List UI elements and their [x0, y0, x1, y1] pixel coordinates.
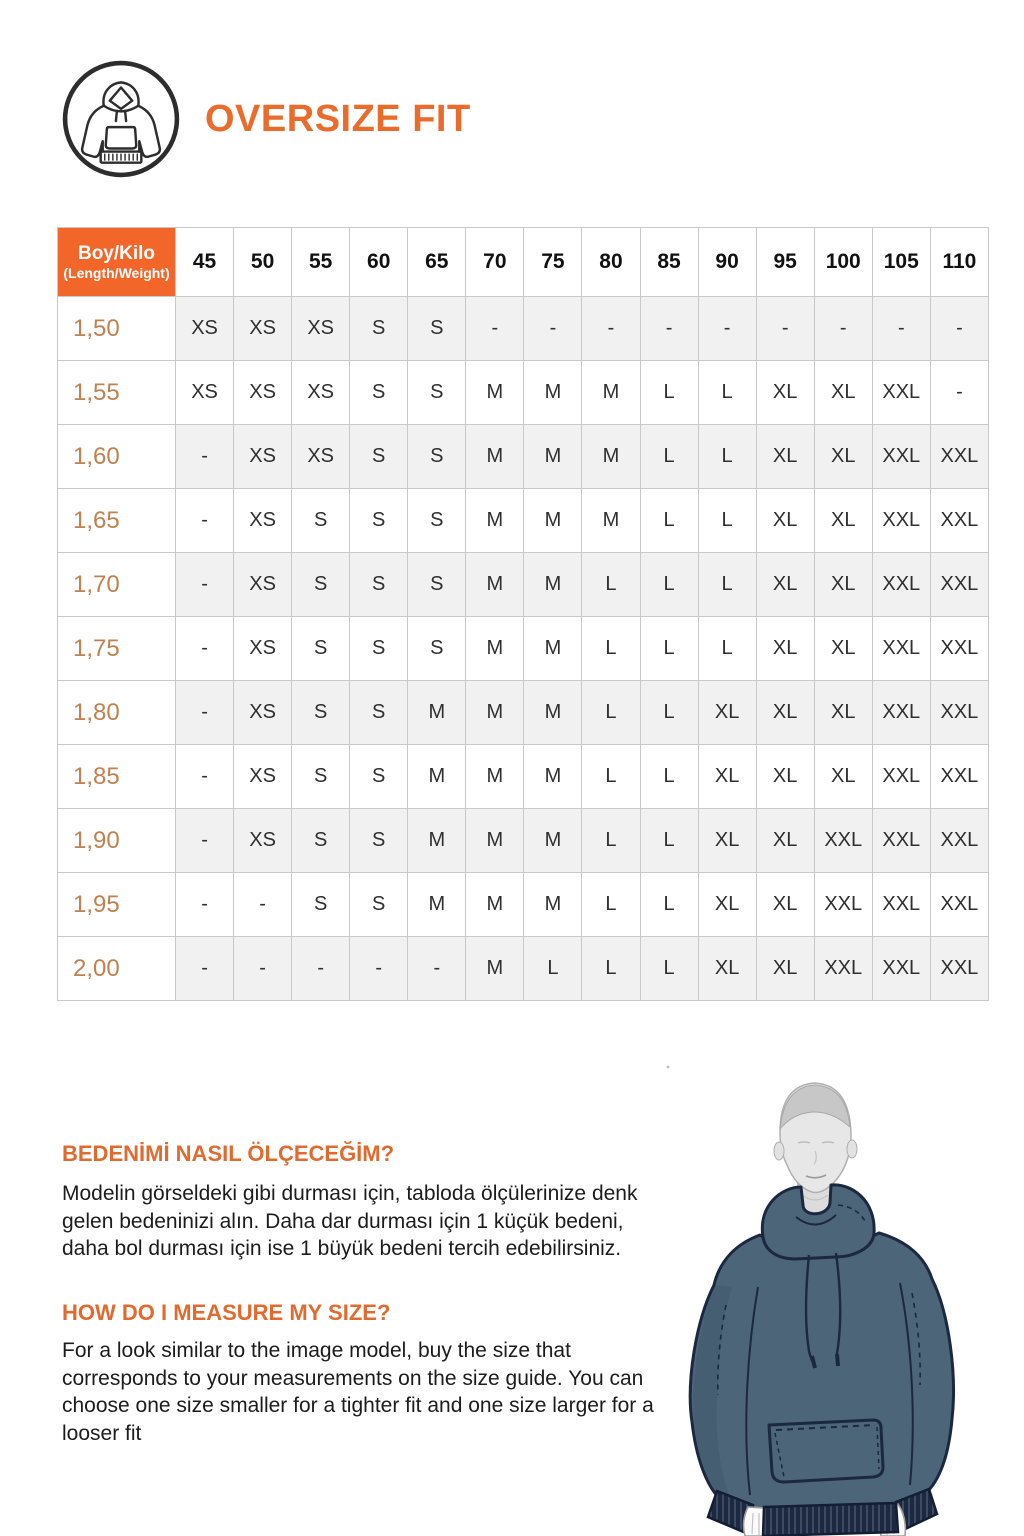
- turkish-body-text: Modelin görseldeki gibi durması için, tabloda ölçülerinize denk gelen bedeninizi alın. Daha dar durması için 1 küçük bedeni, daha bol durması için ise 1 büyük bedeni tercih edebilirsiniz.: [62, 1182, 638, 1260]
- table-row: [58, 489, 989, 553]
- size-cell: L: [640, 425, 698, 489]
- column-header: 75: [524, 228, 582, 297]
- size-cell: L: [698, 361, 756, 425]
- size-table-wrapper: [57, 227, 989, 1001]
- header-row: [58, 228, 989, 297]
- size-cell: M: [408, 745, 466, 809]
- size-cell: S: [408, 553, 466, 617]
- size-cell: M: [408, 809, 466, 873]
- size-cell: -: [176, 553, 234, 617]
- size-cell: S: [350, 489, 408, 553]
- column-header: 60: [350, 228, 408, 297]
- size-cell: XS: [234, 425, 292, 489]
- size-cell: XXL: [872, 489, 930, 553]
- size-cell: -: [234, 873, 292, 937]
- size-cell: -: [698, 297, 756, 361]
- size-cell: XXL: [930, 617, 988, 681]
- english-heading: HOW DO I MEASURE MY SIZE?: [62, 1300, 391, 1325]
- column-header: 90: [698, 228, 756, 297]
- size-cell: M: [466, 617, 524, 681]
- size-cell: S: [292, 873, 350, 937]
- size-cell: S: [408, 617, 466, 681]
- row-label: 1,80: [58, 681, 176, 745]
- size-cell: M: [466, 681, 524, 745]
- size-table-body: [58, 297, 989, 1001]
- size-cell: M: [524, 425, 582, 489]
- size-cell: -: [176, 681, 234, 745]
- size-cell: M: [582, 425, 640, 489]
- size-cell: M: [466, 553, 524, 617]
- size-cell: XS: [234, 745, 292, 809]
- column-header: 95: [756, 228, 814, 297]
- size-cell: XXL: [872, 361, 930, 425]
- size-cell: M: [524, 553, 582, 617]
- size-cell: -: [176, 745, 234, 809]
- size-cell: XS: [176, 361, 234, 425]
- row-label: 1,50: [58, 297, 176, 361]
- size-cell: XS: [234, 297, 292, 361]
- stray-mark: [667, 1066, 670, 1069]
- size-cell: M: [466, 809, 524, 873]
- size-cell: XXL: [872, 553, 930, 617]
- row-label: 1,55: [58, 361, 176, 425]
- size-cell: -: [930, 361, 988, 425]
- column-header: 105: [872, 228, 930, 297]
- column-header: 45: [176, 228, 234, 297]
- table-row: [58, 873, 989, 937]
- size-cell: XS: [234, 553, 292, 617]
- size-cell: XS: [292, 361, 350, 425]
- turkish-heading: BEDENİMİ NASIL ÖLÇECEĞİM?: [62, 1141, 395, 1166]
- size-cell: -: [176, 937, 234, 1001]
- hoodie-model-illustration: [660, 1055, 1024, 1536]
- size-cell: XXL: [814, 937, 872, 1001]
- size-cell: L: [640, 361, 698, 425]
- size-cell: S: [350, 681, 408, 745]
- size-cell: XL: [698, 681, 756, 745]
- size-cell: XL: [756, 617, 814, 681]
- row-label: 1,85: [58, 745, 176, 809]
- table-row: [58, 361, 989, 425]
- size-cell: -: [408, 937, 466, 1001]
- size-cell: M: [524, 745, 582, 809]
- size-cell: XXL: [930, 553, 988, 617]
- size-cell: S: [408, 425, 466, 489]
- size-cell: -: [234, 937, 292, 1001]
- size-cell: S: [292, 681, 350, 745]
- size-cell: XL: [698, 745, 756, 809]
- size-cell: M: [524, 809, 582, 873]
- size-cell: M: [466, 489, 524, 553]
- size-cell: XL: [756, 937, 814, 1001]
- size-cell: L: [640, 745, 698, 809]
- table-row: [58, 617, 989, 681]
- size-cell: L: [640, 873, 698, 937]
- table-row: [58, 425, 989, 489]
- size-cell: XL: [698, 873, 756, 937]
- row-label: 1,65: [58, 489, 176, 553]
- size-cell: -: [582, 297, 640, 361]
- size-cell: L: [582, 873, 640, 937]
- table-row: [58, 681, 989, 745]
- size-cell: -: [756, 297, 814, 361]
- size-cell: -: [350, 937, 408, 1001]
- size-cell: XL: [756, 553, 814, 617]
- size-cell: XXL: [930, 425, 988, 489]
- size-cell: -: [176, 809, 234, 873]
- size-cell: XS: [234, 617, 292, 681]
- column-header: 110: [930, 228, 988, 297]
- size-cell: M: [466, 937, 524, 1001]
- size-cell: XXL: [872, 873, 930, 937]
- size-cell: L: [640, 809, 698, 873]
- size-cell: XXL: [930, 745, 988, 809]
- size-cell: L: [640, 937, 698, 1001]
- size-cell: S: [350, 361, 408, 425]
- size-cell: S: [408, 297, 466, 361]
- size-cell: M: [524, 681, 582, 745]
- size-cell: L: [698, 489, 756, 553]
- size-cell: M: [466, 873, 524, 937]
- size-cell: -: [872, 297, 930, 361]
- size-cell: XL: [814, 553, 872, 617]
- size-cell: -: [930, 297, 988, 361]
- column-header: 80: [582, 228, 640, 297]
- table-corner-cell: Boy/Kilo (Length/Weight): [58, 228, 176, 297]
- row-label: 1,75: [58, 617, 176, 681]
- size-cell: XXL: [814, 873, 872, 937]
- size-cell: L: [640, 681, 698, 745]
- size-cell: M: [524, 873, 582, 937]
- size-cell: XL: [756, 873, 814, 937]
- column-header: 85: [640, 228, 698, 297]
- size-cell: -: [176, 489, 234, 553]
- size-cell: L: [698, 425, 756, 489]
- size-cell: XXL: [872, 809, 930, 873]
- table-row: [58, 745, 989, 809]
- size-cell: XS: [234, 681, 292, 745]
- size-cell: XXL: [930, 873, 988, 937]
- size-cell: XL: [814, 617, 872, 681]
- size-cell: XXL: [872, 617, 930, 681]
- size-cell: -: [176, 873, 234, 937]
- column-header: 50: [234, 228, 292, 297]
- row-label: 1,90: [58, 809, 176, 873]
- size-cell: -: [524, 297, 582, 361]
- size-cell: XXL: [872, 681, 930, 745]
- size-cell: XL: [814, 489, 872, 553]
- size-cell: -: [640, 297, 698, 361]
- size-cell: XS: [292, 297, 350, 361]
- size-cell: XS: [234, 361, 292, 425]
- column-header: 65: [408, 228, 466, 297]
- size-cell: M: [466, 745, 524, 809]
- size-cell: L: [582, 809, 640, 873]
- row-label: 1,95: [58, 873, 176, 937]
- size-cell: S: [292, 489, 350, 553]
- size-cell: S: [350, 425, 408, 489]
- row-label: 1,70: [58, 553, 176, 617]
- size-cell: L: [640, 617, 698, 681]
- size-cell: XXL: [930, 937, 988, 1001]
- size-cell: L: [582, 745, 640, 809]
- size-cell: -: [814, 297, 872, 361]
- size-cell: XL: [756, 745, 814, 809]
- size-cell: XXL: [930, 681, 988, 745]
- size-cell: M: [408, 873, 466, 937]
- size-cell: L: [698, 553, 756, 617]
- size-cell: S: [292, 617, 350, 681]
- column-header: 70: [466, 228, 524, 297]
- size-cell: L: [582, 553, 640, 617]
- size-cell: L: [582, 937, 640, 1001]
- table-row: [58, 809, 989, 873]
- size-cell: XL: [698, 809, 756, 873]
- size-cell: M: [408, 681, 466, 745]
- size-cell: XXL: [930, 489, 988, 553]
- size-cell: S: [350, 297, 408, 361]
- size-cell: M: [582, 361, 640, 425]
- size-cell: L: [640, 489, 698, 553]
- size-cell: S: [292, 809, 350, 873]
- size-cell: L: [582, 681, 640, 745]
- size-cell: M: [466, 361, 524, 425]
- size-cell: S: [292, 553, 350, 617]
- size-cell: XL: [756, 809, 814, 873]
- size-cell: -: [292, 937, 350, 1001]
- size-cell: S: [350, 873, 408, 937]
- size-cell: XL: [814, 425, 872, 489]
- size-cell: S: [408, 361, 466, 425]
- size-cell: -: [176, 617, 234, 681]
- size-cell: XXL: [872, 937, 930, 1001]
- size-cell: M: [582, 489, 640, 553]
- size-cell: XL: [756, 361, 814, 425]
- size-cell: XS: [234, 809, 292, 873]
- size-cell: -: [466, 297, 524, 361]
- size-cell: XL: [814, 361, 872, 425]
- size-cell: XL: [756, 489, 814, 553]
- size-cell: XL: [756, 425, 814, 489]
- column-header: 100: [814, 228, 872, 297]
- size-cell: S: [350, 745, 408, 809]
- size-table-head: [58, 228, 989, 297]
- size-cell: XS: [234, 489, 292, 553]
- hoodie-circle-icon: [60, 58, 182, 180]
- size-cell: XL: [698, 937, 756, 1001]
- size-cell: M: [466, 425, 524, 489]
- size-cell: L: [640, 553, 698, 617]
- size-cell: L: [582, 617, 640, 681]
- size-table: [57, 227, 989, 1001]
- size-cell: XXL: [872, 745, 930, 809]
- size-cell: S: [408, 489, 466, 553]
- table-row: [58, 937, 989, 1001]
- size-cell: XS: [176, 297, 234, 361]
- size-cell: XL: [814, 745, 872, 809]
- size-cell: XL: [814, 681, 872, 745]
- column-header: 55: [292, 228, 350, 297]
- size-cell: XL: [756, 681, 814, 745]
- size-cell: XXL: [872, 425, 930, 489]
- table-row: [58, 297, 989, 361]
- page-title: OVERSIZE FIT: [205, 98, 471, 140]
- size-cell: -: [176, 425, 234, 489]
- row-label: 2,00: [58, 937, 176, 1001]
- size-cell: M: [524, 489, 582, 553]
- size-cell: L: [524, 937, 582, 1001]
- table-row: [58, 553, 989, 617]
- size-cell: S: [350, 809, 408, 873]
- size-cell: M: [524, 617, 582, 681]
- row-label: 1,60: [58, 425, 176, 489]
- english-body-text: For a look similar to the image model, buy the size that corresponds to your measurements on the size guide. You can choose one size smaller for a tighter fit and one size larger for a looser fit: [62, 1339, 654, 1445]
- size-cell: S: [350, 553, 408, 617]
- size-cell: M: [524, 361, 582, 425]
- size-cell: S: [350, 617, 408, 681]
- size-cell: XXL: [814, 809, 872, 873]
- size-cell: L: [698, 617, 756, 681]
- size-cell: XXL: [930, 809, 988, 873]
- size-cell: XS: [292, 425, 350, 489]
- size-cell: S: [292, 745, 350, 809]
